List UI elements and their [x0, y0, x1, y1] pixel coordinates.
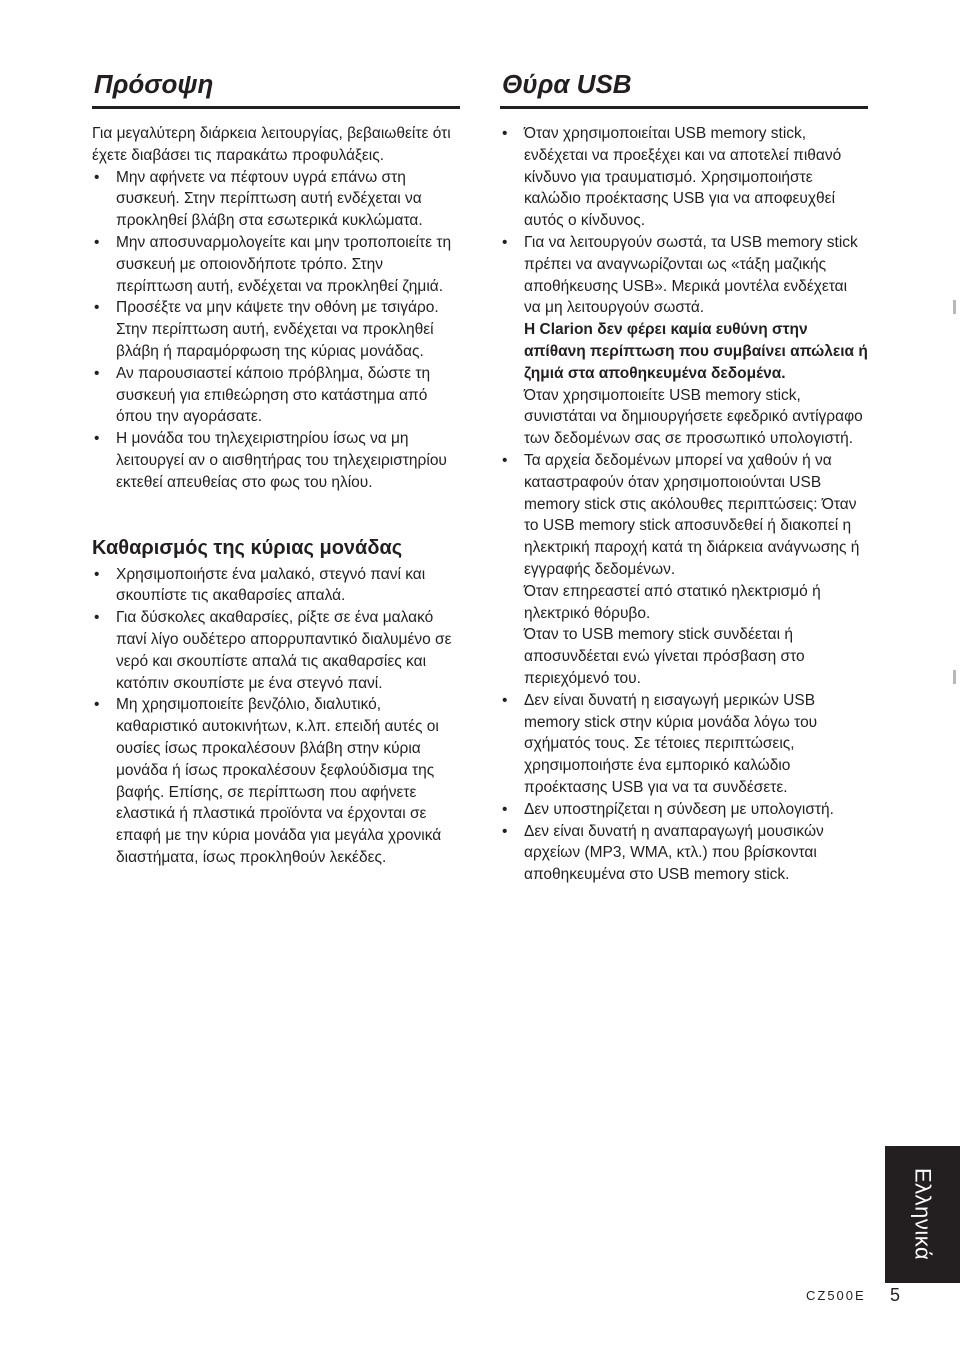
bullet-text: Τα αρχεία δεδομένων μπορεί να χαθούν ή να καταστραφούν όταν χρησιμοποιούνται USB memory stick στις ακόλουθες περιπτώσεις: Όταν το USB memory stick αποσυνδεθεί ή διακοπεί η ηλεκτρική παροχή κατά τη διάρκεια ανάγνωσης ή εγγραφής δεδομένων.	[524, 451, 860, 578]
bullet-text-extra: Όταν το USB memory stick συνδέεται ή αποσυνδέεται ενώ γίνεται πρόσβαση στο περιεχόμενό του.	[524, 626, 805, 687]
list-item: • Μην αφήνετε να πέφτουν υγρά επάνω στη συσκευή. Στην περίπτωση αυτή ενδέχεται να προκληθεί βλάβη στα εσωτερικά κυκλώματα.	[92, 167, 460, 232]
list-item: • Για δύσκολες ακαθαρσίες, ρίξτε σε ένα μαλακό πανί λίγο ουδέτερο απορρυπαντικό διαλυμένο σε νερό και σκουπίστε απαλά τις ακαθαρσίες και κατόπιν σκουπίστε με ένα στεγνό πανί.	[92, 607, 460, 694]
usb-precautions-list	[500, 123, 868, 886]
list-item: • Μην αποσυναρμολογείτε και μην τροποποιείτε τη συσκευή με οποιονδήποτε τρόπο. Στην περίπτωση αυτή, ενδέχεται να προκληθεί ζημιά.	[92, 232, 460, 297]
intro-paragraph: Για μεγαλύτερη διάρκεια λειτουργίας, βεβαιωθείτε ότι έχετε διαβάσει τις παρακάτω προφυλάξεις.	[92, 125, 451, 164]
list-item: • Αν παρουσιαστεί κάποιο πρόβλημα, δώστε τη συσκευή για επιθεώρηση στο κατάστημα από όπου την αγοράσατε.	[92, 363, 460, 428]
list-item: • Χρησιμοποιήστε ένα μαλακό, στεγνό πανί και σκουπίστε τις ακαθαρσίες απαλά.	[92, 564, 460, 608]
model-name: CZ500E	[806, 1288, 866, 1303]
list-item	[500, 450, 868, 690]
list-item	[500, 123, 868, 232]
bullet-text: Δεν είναι δυνατή η εισαγωγή μερικών USB memory stick στην κύρια μονάδα λόγω του σχήματός τους. Σε τέτοιες περιπτώσεις, χρησιμοποιήστε ένα εμπορικό καλώδιο προέκτασης USB για να τα συνδέσετε.	[524, 691, 818, 796]
language-tab-label: Ελληνικά	[910, 1168, 936, 1261]
language-tab	[885, 1146, 960, 1283]
bullet-text-extra: Όταν επηρεαστεί από στατικό ηλεκτρισμό ή ηλεκτρικό θόρυβο.	[524, 582, 821, 622]
edge-mark	[953, 670, 956, 684]
bullet-text-extra: Όταν χρησιμοποιείτε USB memory stick, συνιστάται να δημιουργήσετε εφεδρικό αντίγραφο των δεδομένων σας σε προσωπικό υπολογιστή.	[524, 386, 863, 448]
disclaimer-text: Η Clarion δεν φέρει καμία ευθύνη στην απίθανη περίπτωση που συμβαίνει απώλεια ή ζημιά στα αποθηκευμένα δεδομένα.	[524, 321, 868, 382]
list-item	[500, 821, 868, 886]
list-item	[500, 799, 868, 821]
bullet-text: Όταν χρησιμοποιείται USB memory stick, ενδέχεται να προεξέχει και να αποτελεί πιθανό κίνδυνο για τραυματισμό. Χρησιμοποιήστε καλώδιο προέκτασης USB για να αποφευχθεί αυτός ο κίνδυνος.	[524, 125, 842, 230]
section-title-cleaning: Καθαρισμός της κύριας μονάδας	[92, 536, 403, 559]
edge-mark	[953, 300, 956, 314]
front-panel-precautions-list	[92, 167, 460, 494]
list-item: • Η μονάδα του τηλεχειριστηρίου ίσως να μη λειτουργεί αν ο αισθητήρας του τηλεχειριστηρίου εκτεθεί απευθείας στο φως του ηλίου.	[92, 428, 460, 493]
left-column	[92, 62, 460, 869]
list-item	[500, 690, 868, 799]
bullet-text: Για να λειτουργούν σωστά, τα USB memory stick πρέπει να αναγνωρίζονται ως «τάξη μαζικής αποθήκευσης USB». Μερικά μοντέλα ενδέχεται να μη λειτουργούν σωστά.	[524, 233, 858, 317]
section-title-usb-port: Θύρα USB	[500, 62, 868, 109]
bullet-text: Δεν υποστηρίζεται η σύνδεση με υπολογιστή.	[524, 800, 834, 818]
list-item: • Προσέξτε να μην κάψετε την οθόνη με τσιγάρο. Στην περίπτωση αυτή, ενδέχεται να προκληθεί βλάβη ή παραμόρφωση της κύριας μονάδας.	[92, 297, 460, 362]
right-column	[500, 62, 868, 886]
cleaning-list	[92, 564, 460, 869]
list-item	[500, 232, 868, 450]
bullet-text: Δεν είναι δυνατή η αναπαραγωγή μουσικών αρχείων (MP3, WMA, κτλ.) που βρίσκονται αποθηκευμένα στο USB memory stick.	[524, 822, 824, 884]
list-item: • Μη χρησιμοποιείτε βενζόλιο, διαλυτικό, καθαριστικό αυτοκινήτων, κ.λπ. επειδή αυτές οι ουσίες ίσως προκαλέσουν βλάβη στην κύρια μονάδα ή ίσως προκαλέσουν ξεφλούδισμα της βαφής. Επίσης, σε περίπτωση που αφήνετε ελαστικά ή πλαστικά προϊόντα να έρχονται σε επαφή με την κύρια μονάδα για μεγάλα χρονικά διαστήματα, ίσως προκληθούν λεκέδες.	[92, 694, 460, 868]
page-number: 5	[890, 1285, 901, 1305]
section-title-front-panel: Πρόσοψη	[92, 62, 460, 109]
